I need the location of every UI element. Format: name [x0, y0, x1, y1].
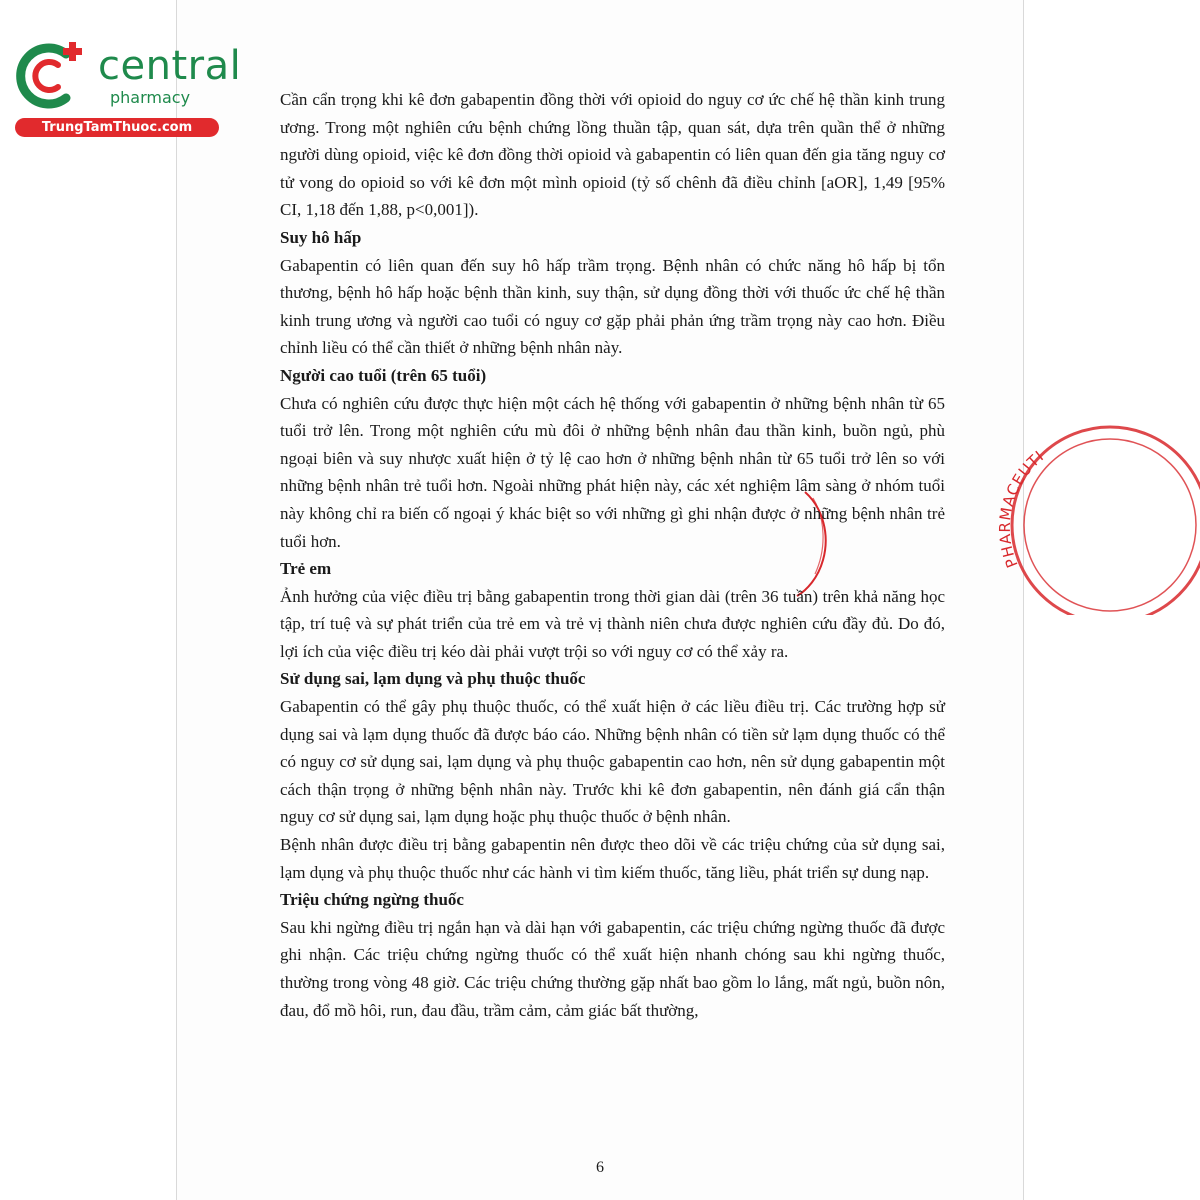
brand-sub: pharmacy: [110, 88, 191, 107]
paragraph-elderly: Chưa có nghiên cứu được thực hiện một cách hệ thống với gabapentin ở những bệnh nhân từ 65 tuổi trở lên. Trong một nghiên cứu mù đôi ở những bệnh nhân đau thần kinh, buồn ngủ, phù ngoại biên và suy nhược xuất hiện ở tỷ lệ cao hơn ở những bệnh nhân từ 65 tuổi trở lên so với những bệnh nhân trẻ tuổi hơn. Ngoài những phát hiện này, các xét nghiệm lâm sàng ở nhóm tuổi này không chỉ ra biến cố ngoại ý khác biệt so với những gì ghi nhận được ở những bệnh nhân trẻ tuổi hơn.: [280, 393, 945, 551]
paragraph-opioid: Cần cẩn trọng khi kê đơn gabapentin đồng thời với opioid do nguy cơ ức chế hệ thần kinh trung ương. Trong một nghiên cứu bệnh chứng lồng thuần tập, quan sát, dựa trên quần thể ở những người dùng opioid, việc kê đơn đồng thời opioid và gabapentin có liên quan đến gia tăng nguy cơ tử vong do opioid so với kê đơn một mình opioid (tỷ số chênh đã điều chỉnh [aOR], 1,49 [95% CI, 1,18 đến 1,88, p<0,001]).: [280, 90, 945, 220]
company-stamp: [970, 415, 1200, 615]
pharmacy-c-icon: [10, 38, 90, 113]
heading-children: Trẻ em: [280, 559, 332, 579]
heading-misuse: Sử dụng sai, lạm dụng và phụ thuộc thuốc: [280, 669, 586, 689]
svg-text:PHARMACEUTI: [996, 447, 1048, 570]
paragraph-misuse-1: Gabapentin có thể gây phụ thuộc thuốc, có thể xuất hiện ở các liều điều trị. Các trường hợp sử dụng sai và lạm dụng thuốc đã được báo cáo. Những bệnh nhân có tiền sử lạm dụng thuốc có thể có nguy cơ sử dụng sai, lạm dụng và phụ thuộc gabapentin cao hơn, nên sử dụng gabapentin một cách thận trọng ở những bệnh nhân này. Trước khi kê đơn gabapentin, nên đánh giá cẩn thận nguy cơ sử dụng sai, lạm dụng hoặc phụ thuộc thuốc ở bệnh nhân.: [280, 697, 945, 827]
heading-respiratory-depression: Suy hô hấp: [280, 227, 362, 247]
heading-elderly: Người cao tuổi (trên 65 tuổi): [280, 365, 487, 385]
paragraph-children: Ảnh hưởng của việc điều trị bằng gabapentin trong thời gian dài (trên 36 tuần) trên khả năng học tập, trí tuệ và sự phát triển của trẻ em và trẻ vị thành niên chưa được nghiên cứu đầy đủ. Do đó, lợi ích của việc điều trị kéo dài phải vượt trội so với nguy cơ có thể xảy ra.: [280, 586, 945, 661]
page-number: 6: [596, 1159, 604, 1176]
document-body: [280, 86, 945, 1024]
brand-name: central: [98, 43, 242, 89]
paragraph-withdrawal: Sau khi ngừng điều trị ngắn hạn và dài hạn với gabapentin, các triệu chứng ngừng thuốc đã được ghi nhận. Các triệu chứng ngừng thuốc có thể xuất hiện nhanh chóng sau khi ngừng thuốc, thường trong vòng 48 giờ. Các triệu chứng thường gặp nhất bao gồm lo lắng, mất ngủ, buồn nôn, đau, đổ mồ hôi, run, đau đầu, trầm cảm, cảm giác bất thường,: [280, 917, 945, 1020]
paragraph-respiratory-depression: Gabapentin có liên quan đến suy hô hấp trầm trọng. Bệnh nhân có chức năng hô hấp bị tổn thương, bệnh hô hấp hoặc bệnh thần kinh, suy thận, sử dụng đồng thời với thuốc ức chế hệ thần kinh trung ương và người cao tuổi có nguy cơ gặp phải phản ứng trầm trọng này cao hơn. Điều chỉnh liều có thể cần thiết ở những bệnh nhân này.: [280, 255, 945, 358]
central-pharmacy-logo: [10, 38, 242, 138]
stamp-text: PHARMACEUTI: [995, 446, 1048, 571]
heading-withdrawal: Triệu chứng ngừng thuốc: [280, 890, 464, 910]
paragraph-misuse-2: Bệnh nhân được điều trị bằng gabapentin nên được theo dõi về các triệu chứng của sử dụng sai, lạm dụng và phụ thuộc thuốc như các hành vi tìm kiếm thuốc, tăng liều, phát triển sự dung nạp.: [280, 835, 945, 882]
brand-site: TrungTamThuoc.com: [15, 118, 219, 137]
